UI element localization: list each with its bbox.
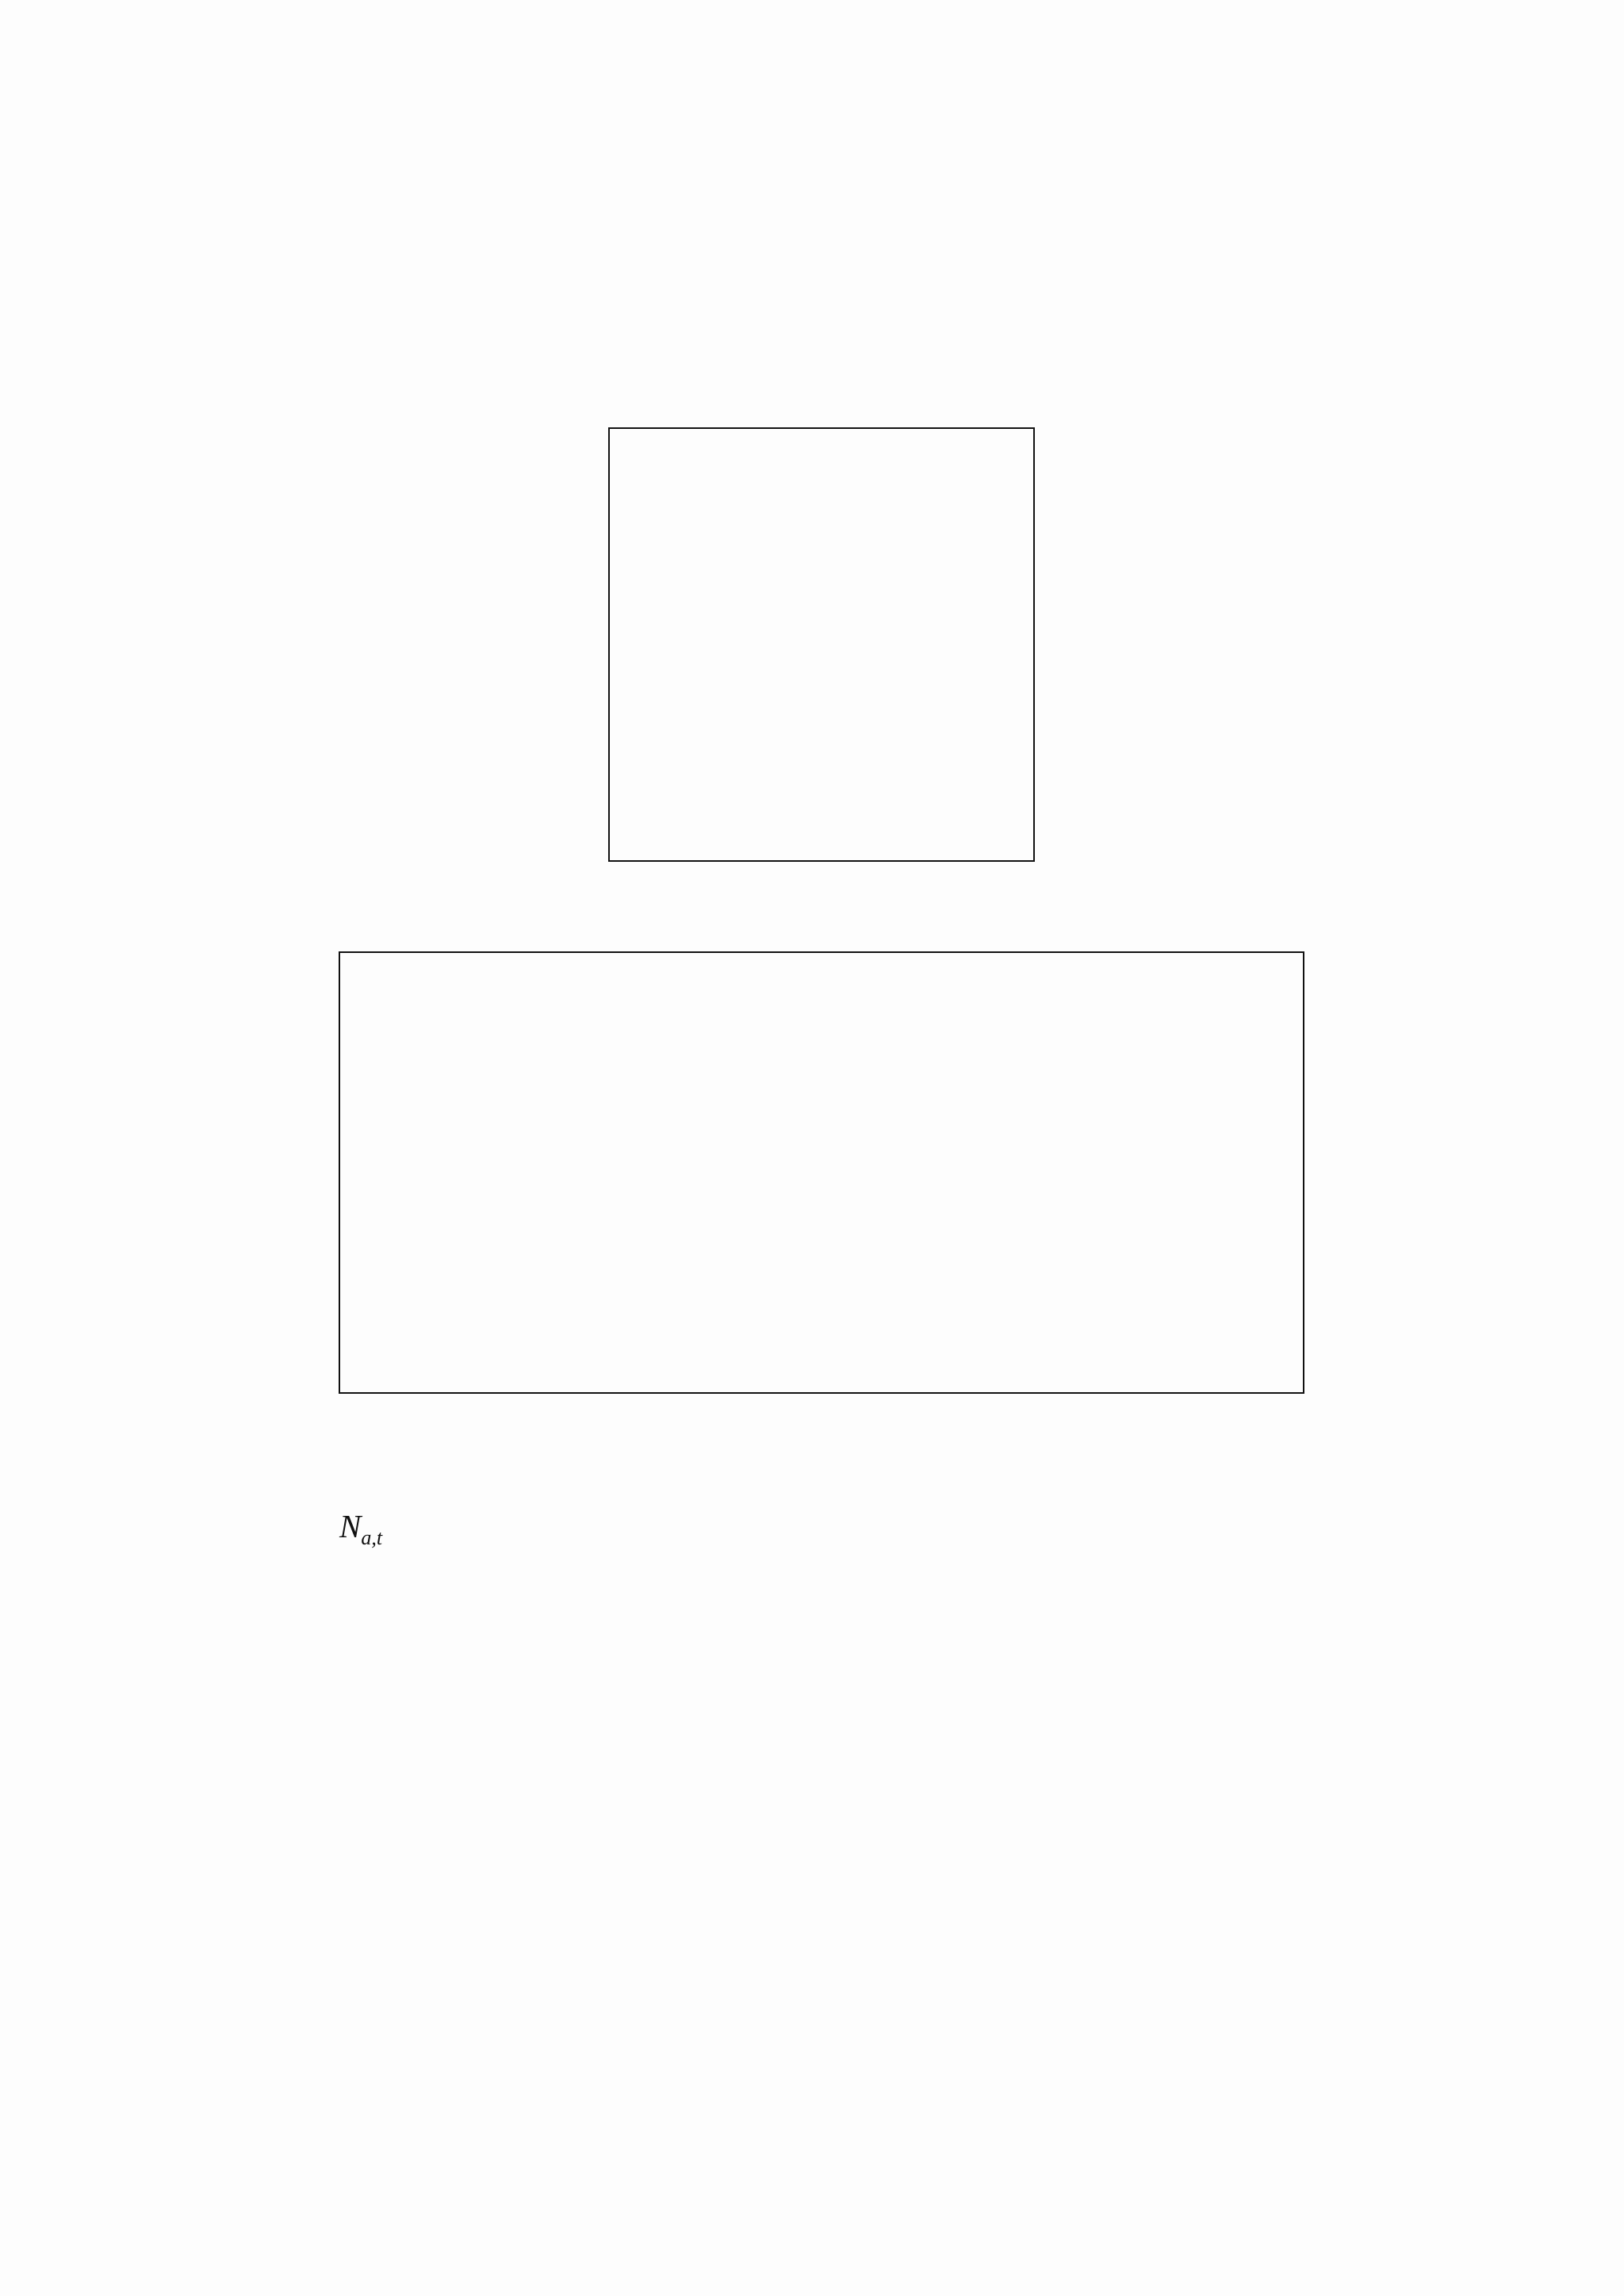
bottom-plot-frame: [339, 952, 1304, 1393]
top-plot-frame: [609, 428, 1034, 861]
figure-caption: [339, 1502, 1243, 1563]
top-panel-parameters: [609, 428, 1034, 861]
caption-math: $N_{a,t}$: [339, 1508, 383, 1550]
bottom-panel-latent-states: [339, 952, 1304, 1393]
